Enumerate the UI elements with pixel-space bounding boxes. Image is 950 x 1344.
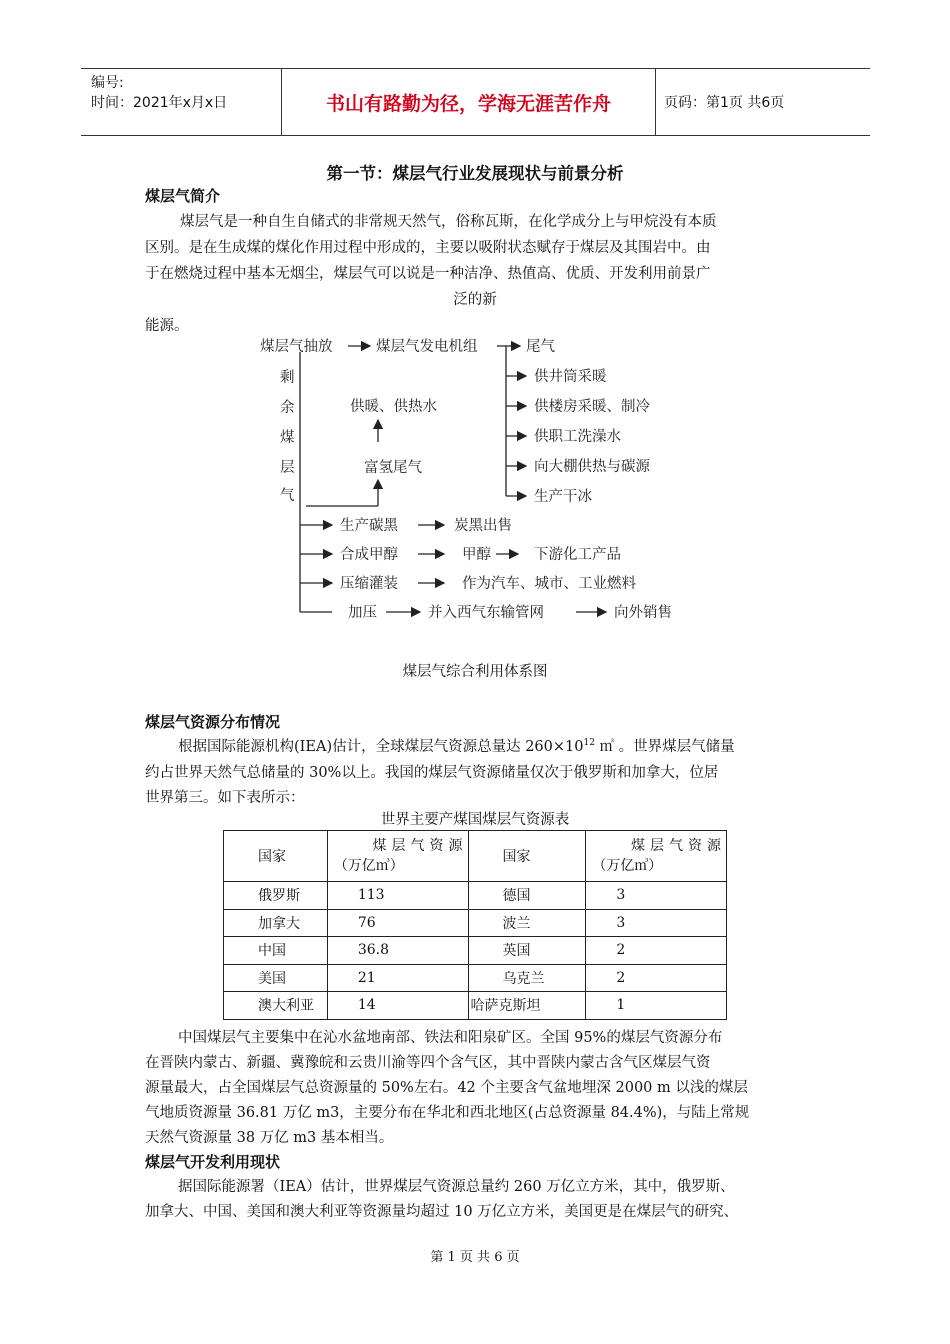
header-motto: 书山有路勤为径，学海无涯苦作舟 xyxy=(282,69,656,135)
cell-country: 中国 xyxy=(224,937,328,965)
node-compress: 压缩灌装 xyxy=(340,576,398,592)
resource-table xyxy=(223,830,727,1020)
header-page-number: 页码：第1页 共6页 xyxy=(664,95,785,111)
use-item-5: 生产干冰 xyxy=(534,489,592,505)
document-time: 时间：2021年x月x日 xyxy=(91,95,228,111)
table-title: 世界主要产煤国煤层气资源表 xyxy=(380,812,570,828)
node-pipeline: 并入西气东输管网 xyxy=(428,605,544,621)
cell-value: 21 xyxy=(327,964,468,992)
header-meta xyxy=(81,69,282,135)
cell-value-2: 1 xyxy=(586,992,727,1020)
section-heading-development: 煤层气开发利用现状 xyxy=(145,1153,281,1171)
residual-char-4: 层 xyxy=(280,460,295,476)
header-resource-l2: （万亿㎥） xyxy=(333,858,404,874)
residual-char-1: 剩 xyxy=(280,370,295,386)
utilization-diagram xyxy=(240,330,700,635)
distribution-line-1a: 根据国际能源机构(IEA)估计，全球煤层气资源总量达 260×10 xyxy=(178,739,584,755)
cell-value-2: 2 xyxy=(586,964,727,992)
node-generator: 煤层气发电机组 xyxy=(376,339,478,355)
cell-country: 美国 xyxy=(224,964,328,992)
cell-value: 14 xyxy=(327,992,468,1020)
residual-char-3: 煤 xyxy=(280,430,295,446)
distribution-line-1 xyxy=(178,735,735,756)
section-heading-intro: 煤层气简介 xyxy=(145,187,221,205)
development-line-2: 加拿大、中国、美国和澳大利亚等资源量均超过 10 万亿立方米，美国更是在煤层气的研究、 xyxy=(145,1204,739,1220)
header-resource-2 xyxy=(586,831,727,882)
cell-country: 澳大利亚 xyxy=(224,992,328,1020)
development-line-1: 据国际能源署（IEA）估计，世界煤层气资源总量约 260 万亿立方米，其中，俄罗斯、 xyxy=(178,1179,735,1195)
residual-char-2: 余 xyxy=(280,400,295,416)
table-header-row xyxy=(224,831,727,882)
table-row xyxy=(224,992,727,1020)
node-exhaust: 尾气 xyxy=(526,339,555,355)
cell-country-2: 波兰 xyxy=(468,909,586,937)
header-resource-2-l1: 煤层气资源 xyxy=(631,838,726,854)
table-row xyxy=(224,882,727,910)
use-item-2: 供楼房采暖、制冷 xyxy=(534,399,650,415)
use-item-1: 供井筒采暖 xyxy=(534,369,607,385)
cell-country: 俄罗斯 xyxy=(224,882,328,910)
node-carbon-black-sale: 炭黑出售 xyxy=(454,518,512,534)
intro-line-2: 区别。是在生成煤的煤化作用过程中形成的，主要以吸附状态赋存于煤层及其围岩中。由 xyxy=(145,240,711,256)
intro-line-1: 煤层气是一种自生自储式的非常规天然气，俗称瓦斯，在化学成分上与甲烷没有本质 xyxy=(180,214,717,230)
after-table-line-2: 在晋陕内蒙古、新疆、冀豫皖和云贵川渝等四个含气区，其中晋陕内蒙古含气区煤层气资 xyxy=(145,1055,711,1071)
header-resource xyxy=(327,831,468,882)
node-sales: 向外销售 xyxy=(614,605,672,621)
cell-value: 113 xyxy=(327,882,468,910)
node-hydrogen-exhaust: 富氢尾气 xyxy=(364,460,422,476)
table-row xyxy=(224,937,727,965)
after-table-line-4: 气地质资源量 36.81 万亿 m3，主要分布在华北和西北地区(占总资源量 84.4%)，与陆上常规 xyxy=(145,1105,750,1121)
cell-country-2: 英国 xyxy=(468,937,586,965)
page-footer: 第 1 页 共 6 页 xyxy=(430,1250,520,1265)
node-heating-water: 供暖、供热水 xyxy=(350,399,437,415)
intro-trailing: 能源。 xyxy=(145,318,189,334)
header-resource-l1: 煤层气资源 xyxy=(372,838,468,854)
cell-country-2: 德国 xyxy=(468,882,586,910)
use-item-3: 供职工洗澡水 xyxy=(534,429,621,445)
section-heading-distribution: 煤层气资源分布情况 xyxy=(145,713,281,731)
node-methanol-synth: 合成甲醇 xyxy=(340,547,398,563)
node-methanol: 甲醇 xyxy=(462,547,491,563)
intro-line-4: 泛的新 xyxy=(453,292,497,308)
node-downstream: 下游化工产品 xyxy=(534,547,621,563)
intro-line-3: 于在燃烧过程中基本无烟尘，煤层气可以说是一种洁净、热值高、优质、开发利用前景广 xyxy=(145,266,711,282)
after-table-line-3: 源量最大，占全国煤层气总资源量的 50%左右。42 个主要含气盆地埋深 2000 m 以浅的煤层 xyxy=(145,1080,748,1096)
document-header xyxy=(81,68,870,136)
cell-value: 36.8 xyxy=(327,937,468,965)
after-table-line-1: 中国煤层气主要集中在沁水盆地南部、铁法和阳泉矿区。全国 95%的煤层气资源分布 xyxy=(178,1030,723,1046)
header-resource-2-l2: （万亿㎥） xyxy=(592,858,663,874)
header-country-2: 国家 xyxy=(468,831,586,882)
distribution-line-2: 约占世界天然气总储量的 30%以上。我国的煤层气资源储量仅次于俄罗斯和加拿大，位居 xyxy=(145,765,719,781)
distribution-line-3: 世界第三。如下表所示： xyxy=(145,790,305,806)
cell-country-2: 哈萨克斯坦 xyxy=(468,992,586,1020)
distribution-line-1b: ㎥ 。世界煤层气储量 xyxy=(594,739,735,755)
node-fuel: 作为汽车、城市、工业燃料 xyxy=(462,576,636,592)
cell-value: 76 xyxy=(327,909,468,937)
cell-value-2: 2 xyxy=(586,937,727,965)
table-row xyxy=(224,964,727,992)
header-country: 国家 xyxy=(224,831,328,882)
cell-value-2: 3 xyxy=(586,909,727,937)
diagram-caption: 煤层气综合利用体系图 xyxy=(402,664,548,680)
node-extract: 煤层气抽放 xyxy=(260,339,333,355)
page-title: 第一节：煤层气行业发展现状与前景分析 xyxy=(326,164,624,183)
use-item-4: 向大棚供热与碳源 xyxy=(534,459,650,475)
table-row xyxy=(224,909,727,937)
node-pressurize: 加压 xyxy=(348,605,377,621)
distribution-exponent: 12 xyxy=(583,738,595,749)
residual-char-5: 气 xyxy=(280,488,295,504)
node-carbon-black: 生产碳黑 xyxy=(340,518,398,534)
cell-value-2: 3 xyxy=(586,882,727,910)
cell-country: 加拿大 xyxy=(224,909,328,937)
cell-country-2: 乌克兰 xyxy=(468,964,586,992)
document-number: 编号: xyxy=(91,75,124,91)
after-table-line-5: 天然气资源量 38 万亿 m3 基本相当。 xyxy=(145,1130,394,1146)
